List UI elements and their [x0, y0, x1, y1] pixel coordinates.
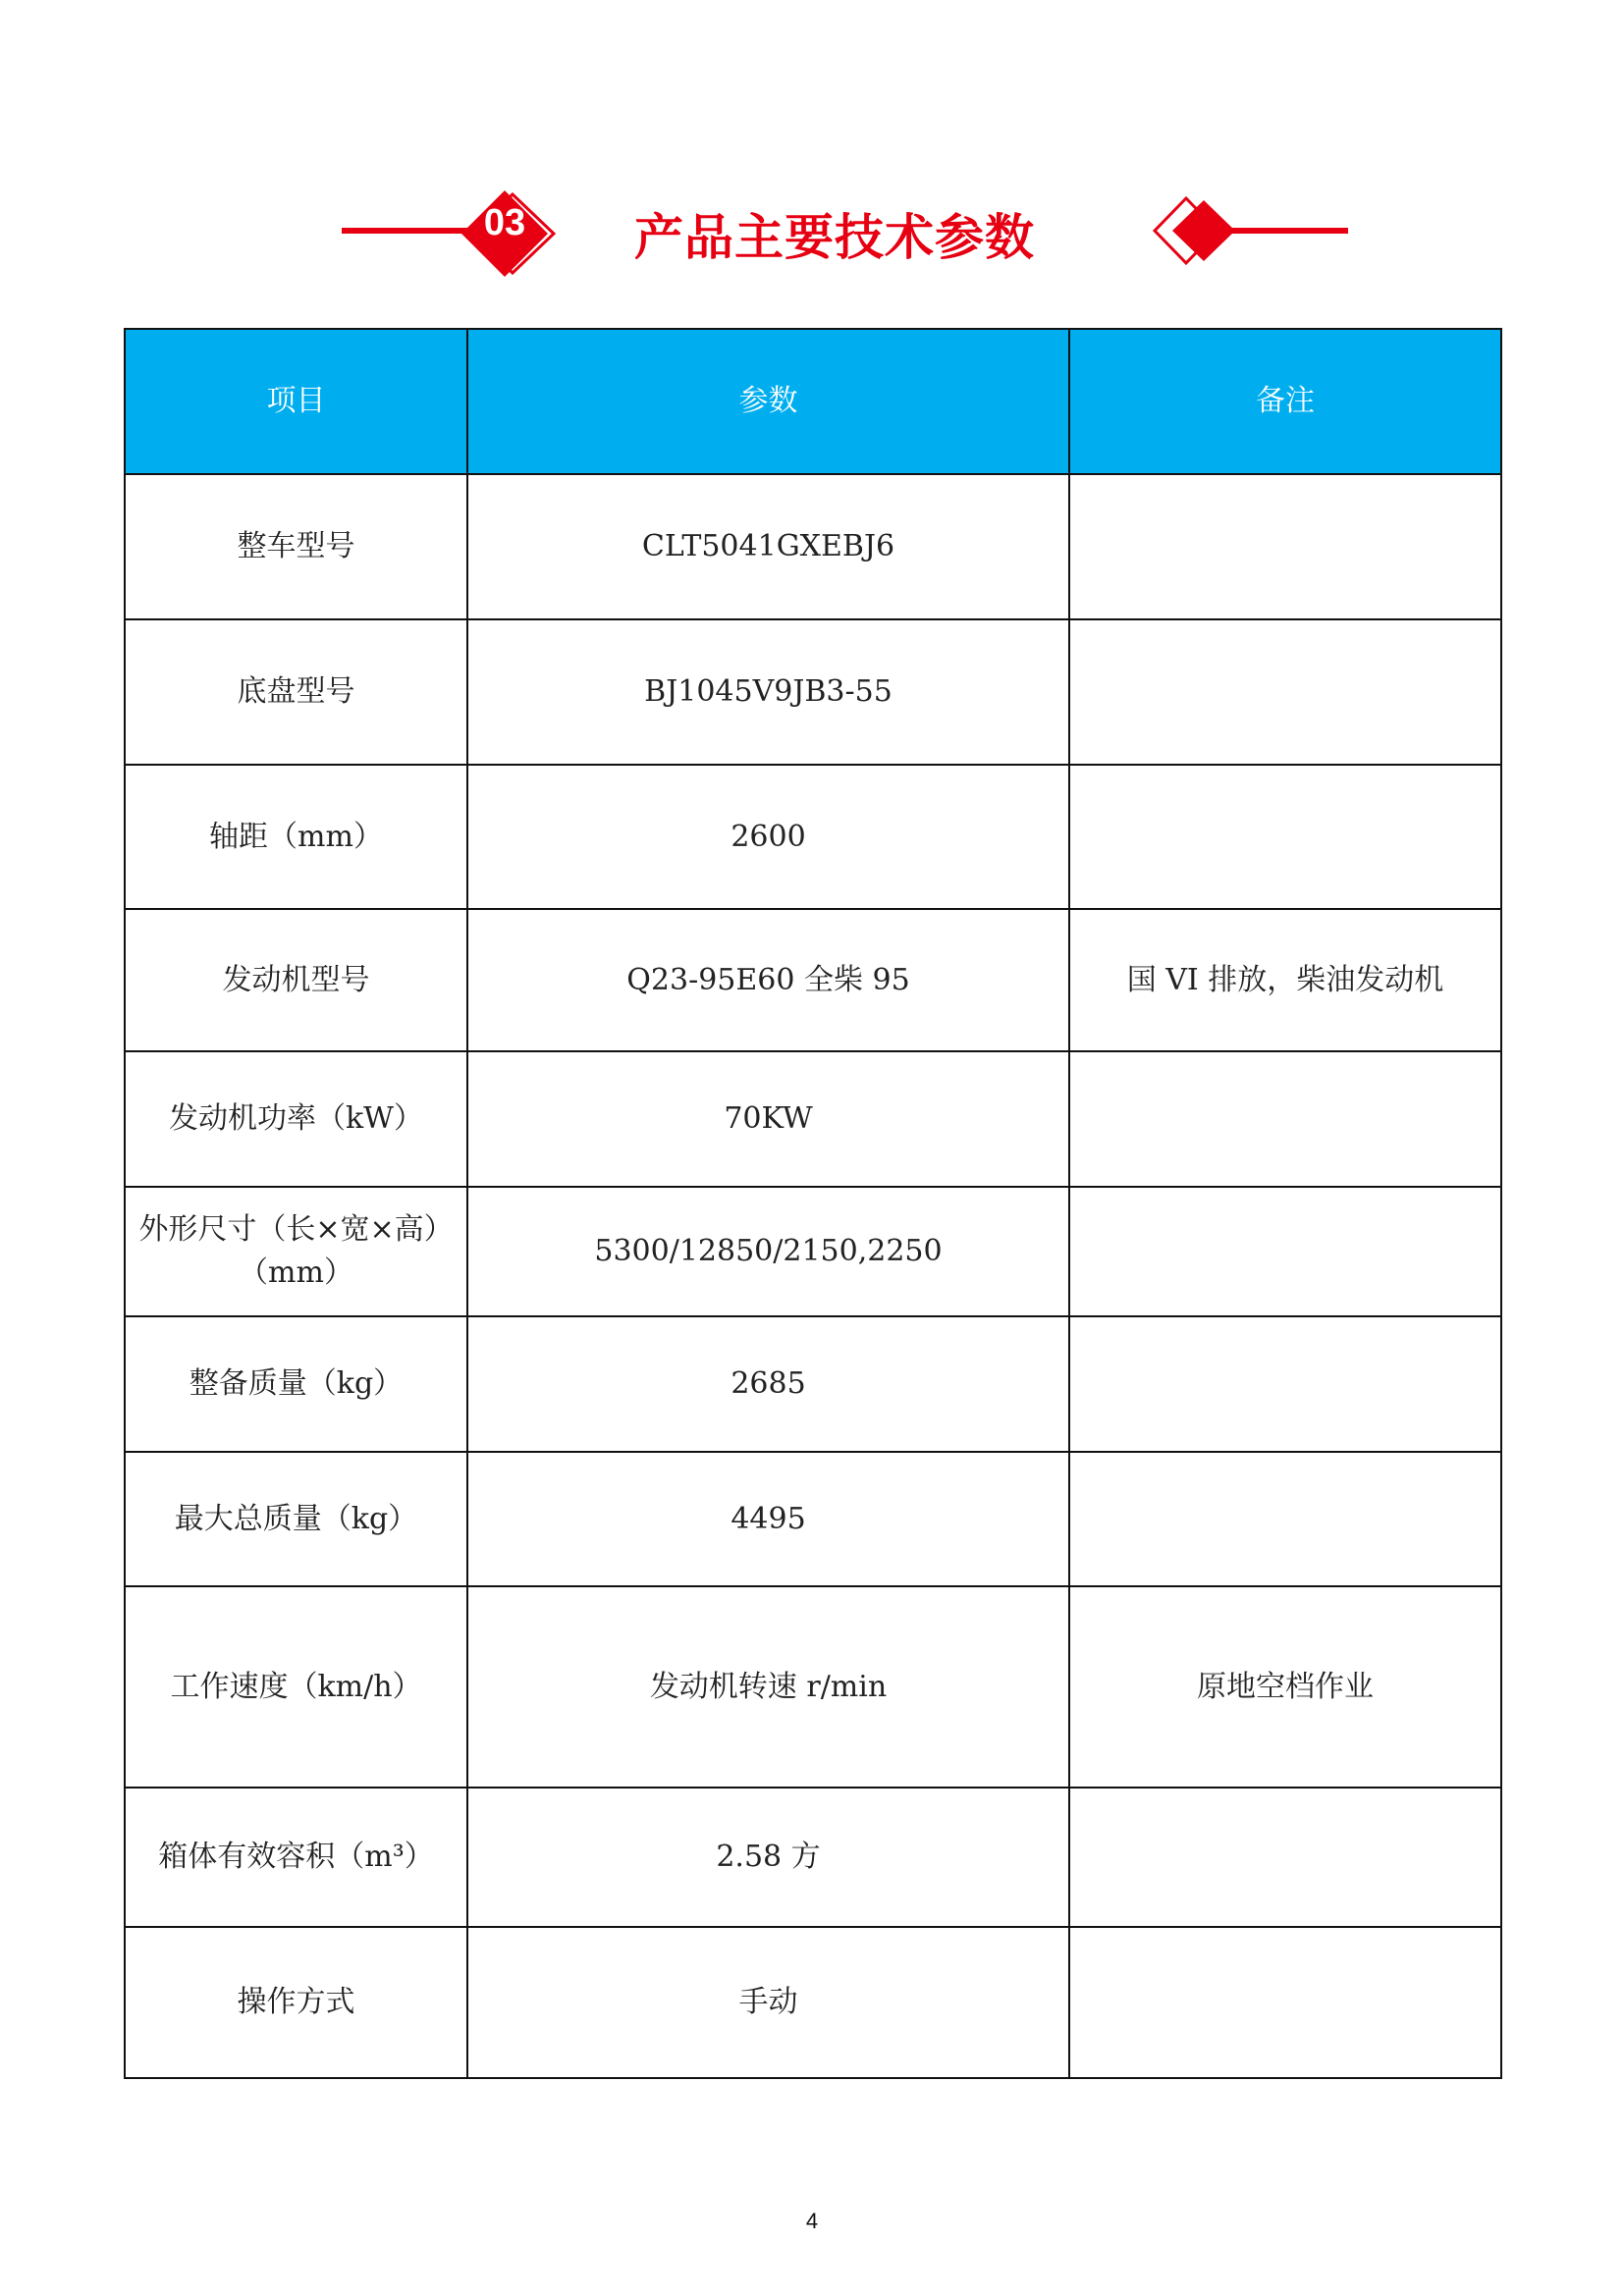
- cell-item: 工作速度（km/h）: [125, 1586, 467, 1788]
- cell-item: 发动机型号: [125, 909, 467, 1051]
- cell-item: 最大总质量（kg）: [125, 1452, 467, 1586]
- cell-param: 2600: [467, 765, 1069, 909]
- cell-param: Q23-95E60 全柴 95: [467, 909, 1069, 1051]
- cell-note: [1069, 1051, 1501, 1187]
- cell-note: [1069, 1452, 1501, 1586]
- table-row: [125, 474, 1501, 619]
- page-title: 产品主要技术参数: [634, 209, 1035, 266]
- cell-param: 5300/12850/2150,2250: [467, 1187, 1069, 1316]
- table-header-row: [125, 329, 1501, 474]
- table-row: [125, 765, 1501, 909]
- cell-item: 整车型号: [125, 474, 467, 619]
- table-row: [125, 1586, 1501, 1788]
- cell-note: 国 VI 排放，柴油发动机: [1069, 909, 1501, 1051]
- section-header: [0, 177, 1624, 285]
- cell-param: 手动: [467, 1927, 1069, 2078]
- spec-table: [124, 328, 1502, 2079]
- cell-note: [1069, 619, 1501, 765]
- table-row: [125, 909, 1501, 1051]
- table-row: [125, 619, 1501, 765]
- cell-param: 70KW: [467, 1051, 1069, 1187]
- cell-item: 外形尺寸（长×宽×高）（mm）: [125, 1187, 467, 1316]
- cell-note: 原地空档作业: [1069, 1586, 1501, 1788]
- cell-note: [1069, 1927, 1501, 2078]
- cell-item: 箱体有效容积（m³）: [125, 1788, 467, 1927]
- cell-item: 轴距（mm）: [125, 765, 467, 909]
- table-row: [125, 1927, 1501, 2078]
- table-row: [125, 1788, 1501, 1927]
- cell-note: [1069, 474, 1501, 619]
- cell-param: 2685: [467, 1316, 1069, 1452]
- cell-note: [1069, 1187, 1501, 1316]
- cell-param: 发动机转速 r/min: [467, 1586, 1069, 1788]
- cell-param: 2.58 方: [467, 1788, 1069, 1927]
- header-right-line: [1203, 228, 1348, 234]
- cell-param: CLT5041GXEBJ6: [467, 474, 1069, 619]
- table-row: [125, 1316, 1501, 1452]
- cell-item: 整备质量（kg）: [125, 1316, 467, 1452]
- column-header-note: 备注: [1069, 329, 1501, 474]
- cell-item: 发动机功率（kW）: [125, 1051, 467, 1187]
- cell-note: [1069, 765, 1501, 909]
- cell-note: [1069, 1788, 1501, 1927]
- cell-item: 底盘型号: [125, 619, 467, 765]
- column-header-param: 参数: [467, 329, 1069, 474]
- page-number: 4: [805, 2209, 819, 2233]
- table-row: [125, 1051, 1501, 1187]
- table-row: [125, 1452, 1501, 1586]
- cell-note: [1069, 1316, 1501, 1452]
- cell-param: 4495: [467, 1452, 1069, 1586]
- cell-param: BJ1045V9JB3-55: [467, 619, 1069, 765]
- column-header-item: 项目: [125, 329, 467, 474]
- table-row: [125, 1187, 1501, 1316]
- section-number: 03: [483, 202, 526, 243]
- cell-item: 操作方式: [125, 1927, 467, 2078]
